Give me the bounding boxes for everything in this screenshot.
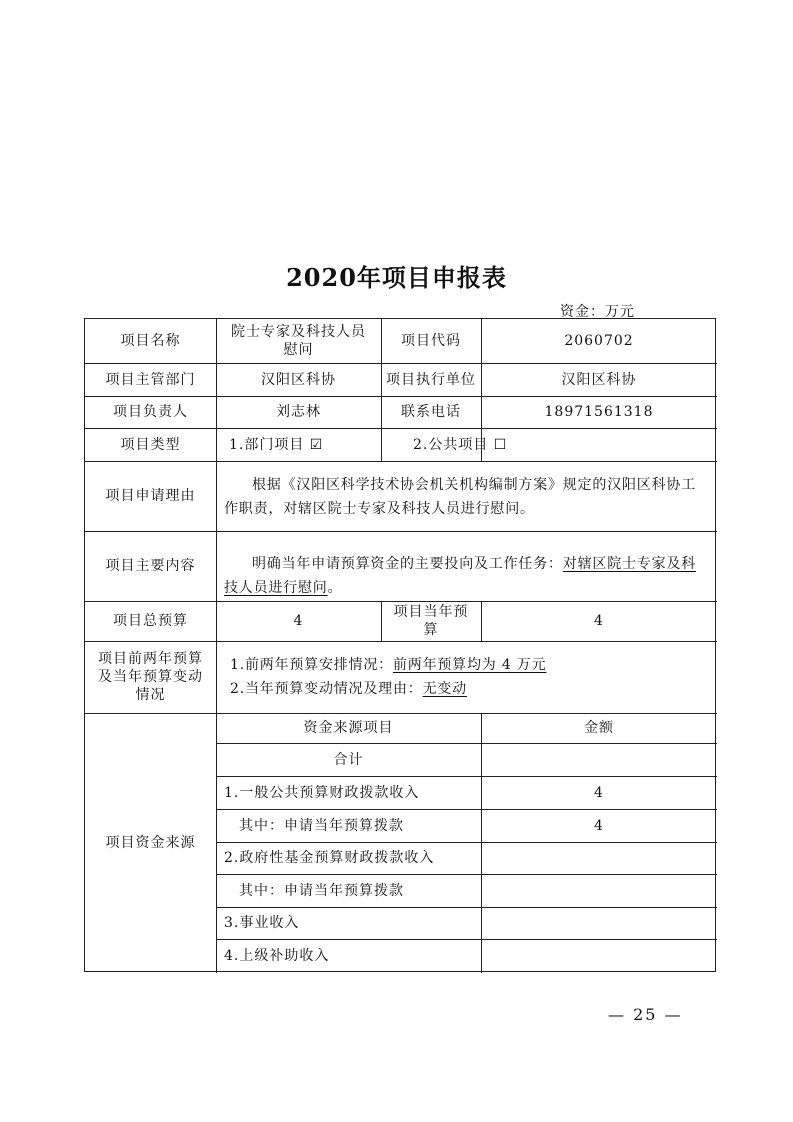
funding-source-general-current: 其中：申请当年预算拨款 bbox=[239, 817, 404, 834]
funding-source-subsidy: 4.上级补助收入 bbox=[224, 948, 330, 964]
content-text bbox=[224, 552, 709, 600]
funding-amount-general-current: 4 bbox=[594, 817, 604, 834]
dept-value: 汉阳区科协 bbox=[261, 371, 336, 388]
total-budget-label: 项目总预算 bbox=[113, 613, 188, 629]
budget-change-label-line2: 及当年预算变动 bbox=[98, 669, 203, 685]
project-name-label: 项目名称 bbox=[120, 333, 181, 349]
funding-source-business: 3.事业收入 bbox=[224, 915, 300, 931]
funding-amount-fund-current bbox=[481, 874, 717, 907]
budget-change-line1-prefix: 1.前两年预算安排情况： bbox=[230, 657, 393, 673]
budget-change-label-line3: 情况 bbox=[135, 687, 166, 703]
budget-change-label bbox=[85, 641, 216, 713]
funding-amount-total bbox=[481, 743, 717, 776]
budget-change-line2-prefix: 2.当年预算变动情况及理由： bbox=[230, 681, 423, 697]
content-label: 项目主要内容 bbox=[105, 558, 196, 574]
page-title: 2020年项目申报表 bbox=[286, 263, 507, 292]
exec-unit-value: 汉阳区科协 bbox=[561, 371, 637, 388]
project-name-line1: 院士专家及科技人员 bbox=[231, 324, 366, 340]
funding-amount-fund bbox=[481, 842, 717, 874]
reason-label: 项目申请理由 bbox=[105, 488, 196, 504]
owner-value: 刘志林 bbox=[276, 404, 321, 420]
content-suffix: 。 bbox=[327, 580, 343, 596]
budget-change-line1-value: 前两年预算均为 4 万元 bbox=[392, 657, 547, 673]
phone-value: 18971561318 bbox=[544, 404, 654, 420]
funding-source-general: 1.一般公共预算财政拨款收入 bbox=[224, 784, 420, 801]
currency-unit: 资金：万元 bbox=[560, 304, 635, 320]
funding-amount-subsidy bbox=[481, 939, 717, 973]
content-underlined: 对辖区院士专家及科技人员进行慰问 bbox=[224, 556, 697, 596]
exec-unit-label: 项目执行单位 bbox=[386, 371, 476, 388]
funding-amount-general: 4 bbox=[594, 784, 604, 801]
year-budget-value: 4 bbox=[594, 613, 604, 629]
budget-change-line2 bbox=[230, 677, 710, 701]
year-budget-label-line2: 算 bbox=[423, 622, 439, 638]
type-label: 项目类型 bbox=[120, 436, 181, 453]
type-option-department: 1.部门项目 ☑ bbox=[229, 436, 324, 453]
budget-change-line2-value: 无变动 bbox=[422, 681, 467, 697]
funding-label: 项目资金来源 bbox=[105, 835, 196, 851]
type-option-public: 2.公共项目 ☐ bbox=[413, 436, 508, 453]
application-table bbox=[84, 318, 716, 972]
funding-col-source: 资金来源项目 bbox=[303, 720, 394, 736]
total-budget-value: 4 bbox=[293, 613, 304, 629]
owner-label: 项目负责人 bbox=[113, 404, 188, 420]
funding-source-total: 合计 bbox=[333, 751, 364, 768]
dept-label: 项目主管部门 bbox=[105, 371, 196, 388]
funding-amount-business bbox=[481, 907, 717, 939]
project-name-value bbox=[216, 319, 381, 363]
content-prefix: 明确当年申请预算资金的主要投向及工作任务： bbox=[252, 556, 563, 572]
phone-label: 联系电话 bbox=[401, 404, 461, 420]
reason-text: 根据《汉阳区科学技术协会机关机构编制方案》规定的汉阳区科协工作职责，对辖区院士专家及科技人员进行慰问。 bbox=[224, 477, 696, 517]
year-budget-label bbox=[381, 601, 481, 641]
budget-change-label-line1: 项目前两年预算 bbox=[98, 651, 203, 667]
project-code-label: 项目代码 bbox=[401, 333, 461, 349]
budget-change-line1 bbox=[230, 653, 710, 677]
funding-col-amount: 金额 bbox=[584, 720, 614, 736]
funding-source-fund: 2.政府性基金预算财政拨款收入 bbox=[224, 850, 435, 866]
funding-source-fund-current: 其中：申请当年预算拨款 bbox=[239, 882, 404, 899]
project-name-line2: 慰问 bbox=[283, 342, 314, 358]
page-number: — 25 — bbox=[608, 1005, 683, 1024]
year-budget-label-line1: 项目当年预 bbox=[393, 604, 469, 620]
project-code-value: 2060702 bbox=[564, 333, 634, 349]
